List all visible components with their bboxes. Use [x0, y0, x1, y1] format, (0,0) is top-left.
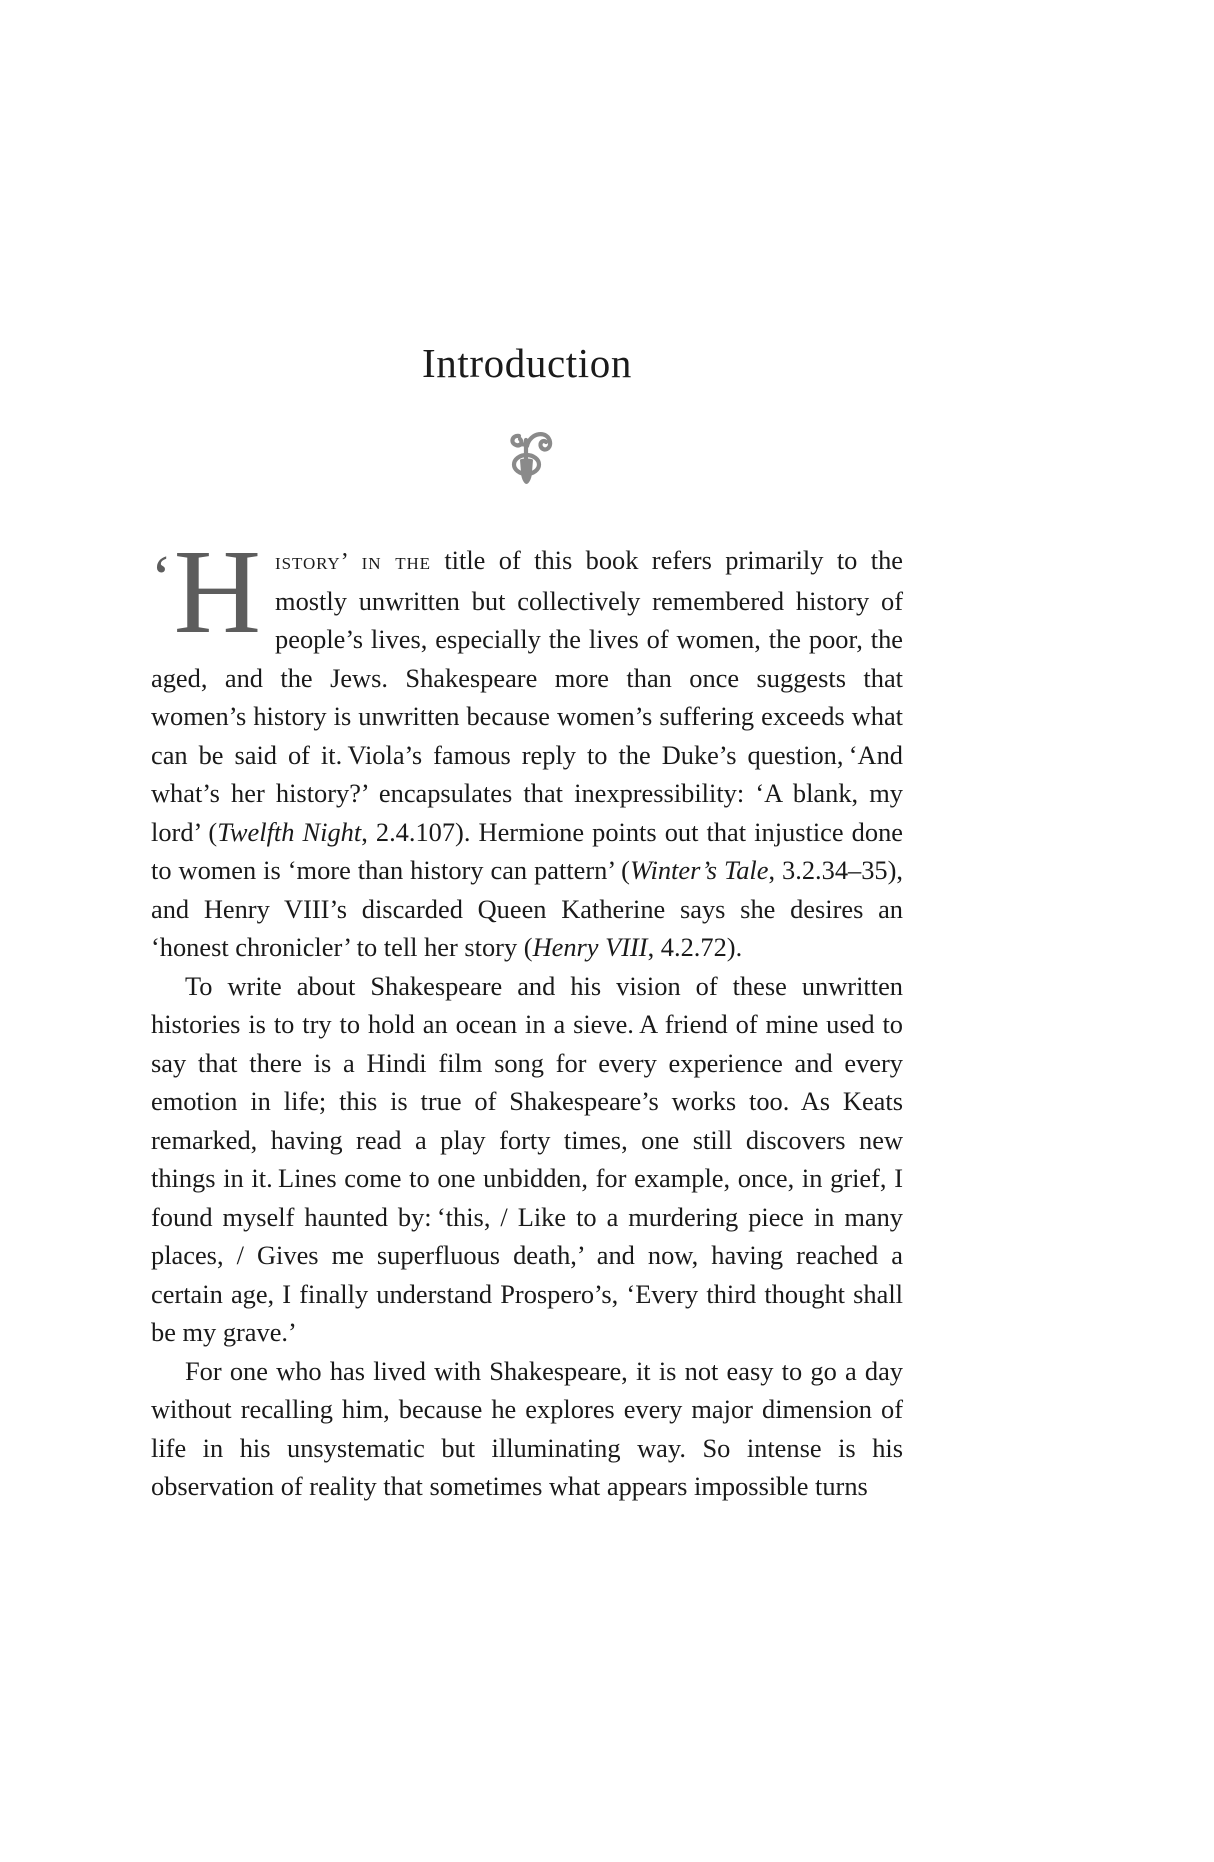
dropcap-letter: H [173, 525, 262, 660]
floral-fleuron-ornament [492, 416, 562, 488]
paragraph-1 [151, 525, 903, 967]
paragraph-3: For one who has lived with Shakespeare, it is not easy to go a day without recalling him, because he explores every major dimension of life in his unsystematic but illuminating way. So intense is his observation of reality that sometimes what appears impossible turns [151, 1355, 903, 1502]
page-content [151, 0, 903, 1506]
ornament-container [151, 416, 903, 486]
citation-twelfth-night: Twelfth Night [217, 816, 362, 847]
dropcap-open-quote: ‘ [151, 544, 172, 613]
citation-henry-viii: Henry VIII [532, 932, 648, 963]
ornament-acorn [520, 459, 533, 485]
paragraph-1-run-1: title of this book refers primarily to the mostly unwritten but collectively remembered history of people’s lives, especially the lives of women, the poor, the aged, and the Jews. Shakespeare more than once suggests that women’s history is unwritten because women’s suffering exceeds what can be said of it. Viola’s famous reply to the Duke’s question, ‘And what’s her history?’ encapsulates that inexpressibility: ‘A blank, my lord’ ( [151, 545, 903, 847]
paragraph-1-run-4: , 4.2.72). [647, 932, 743, 963]
page-title: Introduction [422, 340, 632, 386]
paragraph-1-run-3: , 3.2.34–35), and Henry VIII’s discarded Queen Katherine says she desires an ‘honest chronicler’ to tell her story ( [151, 855, 903, 963]
body-text [151, 525, 903, 1506]
paragraph-2: To write about Shakespeare and his vision of these unwritten histories is to try to hold an ocean in a sieve. A friend of mine used to say that there is a Hindi film song for every experience and every emotion in life; this is true of Shakespeare’s works too. As Keats remarked, having read a play forty times, one still discovers new things in it. Lines come to one unbidden, for example, once, in grief, I found myself haunted by: ‘this, / Like to a murdering piece in many places, / Gives me superfluous death,’ and now, having reached a certain age, I finally understand Prospero’s, ‘Every third thought shall be my grave.’ [151, 970, 903, 1348]
paragraph-1-run-2: , 2.4.107). Hermione points out that injustice done to women is ‘more than history can pattern’ ( [151, 816, 903, 886]
citation-winters-tale: Winter’s Tale [629, 855, 769, 886]
smallcaps-opening-run: istory’ in the [275, 548, 431, 576]
